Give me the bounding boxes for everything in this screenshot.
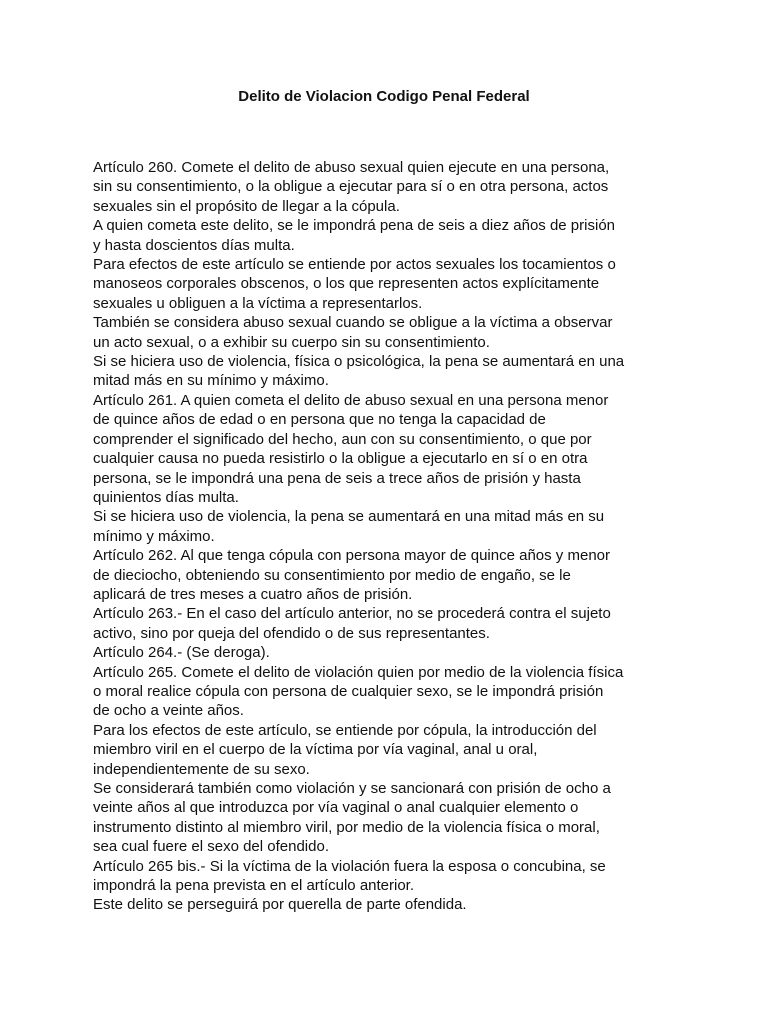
document-title: Delito de Violacion Codigo Penal Federal — [238, 88, 530, 105]
paragraph-art-260-violence: Si se hiciera uso de violencia, física o psicológica, la pena se aumentará en una mitad más en su mínimo y máximo. — [93, 353, 625, 390]
paragraph-art-262: Artículo 262. Al que tenga cópula con persona mayor de quince años y menor de dieciocho, obteniendo su consentimiento por medio de engaño, se le aplicará de tres meses a cuatro años de prisión. — [93, 547, 610, 603]
paragraph-art-260-observation: También se considera abuso sexual cuando se obligue a la víctima a observar un acto sexual, o a exhibir su cuerpo sin su consentimiento. — [93, 314, 613, 351]
paragraph-art-260-definition: Para efectos de este artículo se entiende por actos sexuales los tocamientos o manoseos corporales obscenos, o los que representen actos explícitamente sexuales u obliguen a la víctima a representarlos. — [93, 256, 616, 312]
paragraph-art-265-definition: Para los efectos de este artículo, se entiende por cópula, la introducción del miembro viril en el cuerpo de la víctima por vía vaginal, anal u oral, independientemente de su sexo. — [93, 721, 597, 778]
paragraph-art-265-bis-querella: Este delito se perseguirá por querella de parte ofendida. — [93, 896, 467, 914]
paragraph-art-261-violence: Si se hiciera uso de violencia, la pena se aumentará en una mitad más en su mínimo y máximo. — [93, 508, 605, 545]
document-body — [93, 158, 653, 915]
paragraph-art-260: Artículo 260. Comete el delito de abuso sexual quien ejecute en una persona, sin su consentimiento, o la obligue a ejecutar para sí o en otra persona, actos sexuales sin el propósito de llegar a la cópula. — [93, 159, 610, 215]
paragraph-art-265-instrument: Se considerará también como violación y se sancionará con prisión de ocho a veinte años al que introduzca por vía vaginal o anal cualquier elemento o instrumento distinto al miembro viril, por medio de la violencia física o moral, sea cual fuere el sexo del ofendido. — [93, 780, 611, 856]
paragraph-art-265-bis: Artículo 265 bis.- Si la víctima de la violación fuera la esposa o concubina, se impondrá la pena prevista en el artículo anterior. — [93, 857, 606, 895]
paragraph-art-263: Artículo 263.- En el caso del artículo anterior, no se procederá contra el sujeto activo, sino por queja del ofendido o de sus representantes. — [93, 605, 611, 642]
paragraph-art-261: Artículo 261. A quien cometa el delito de abuso sexual en una persona menor de quince años de edad o en persona que no tenga la capacidad de comprender el significado del hecho, aun con su consentimiento, o que por cualquier causa no pueda resistirlo o la obligue a ejecutarlo en sí o en otra persona, se le impondrá una pena de seis a trece años de prisión y hasta quinientos días multa. — [93, 391, 609, 506]
paragraph-art-260-penalty: A quien cometa este delito, se le impondrá pena de seis a diez años de prisión y hasta doscientos días multa. — [93, 217, 615, 254]
paragraph-art-264: Artículo 264.- (Se deroga). — [93, 644, 270, 662]
paragraph-art-265: Artículo 265. Comete el delito de violación quien por medio de la violencia física o moral realice cópula con persona de cualquier sexo, se le impondrá prisión de ocho a veinte años. — [93, 663, 624, 720]
